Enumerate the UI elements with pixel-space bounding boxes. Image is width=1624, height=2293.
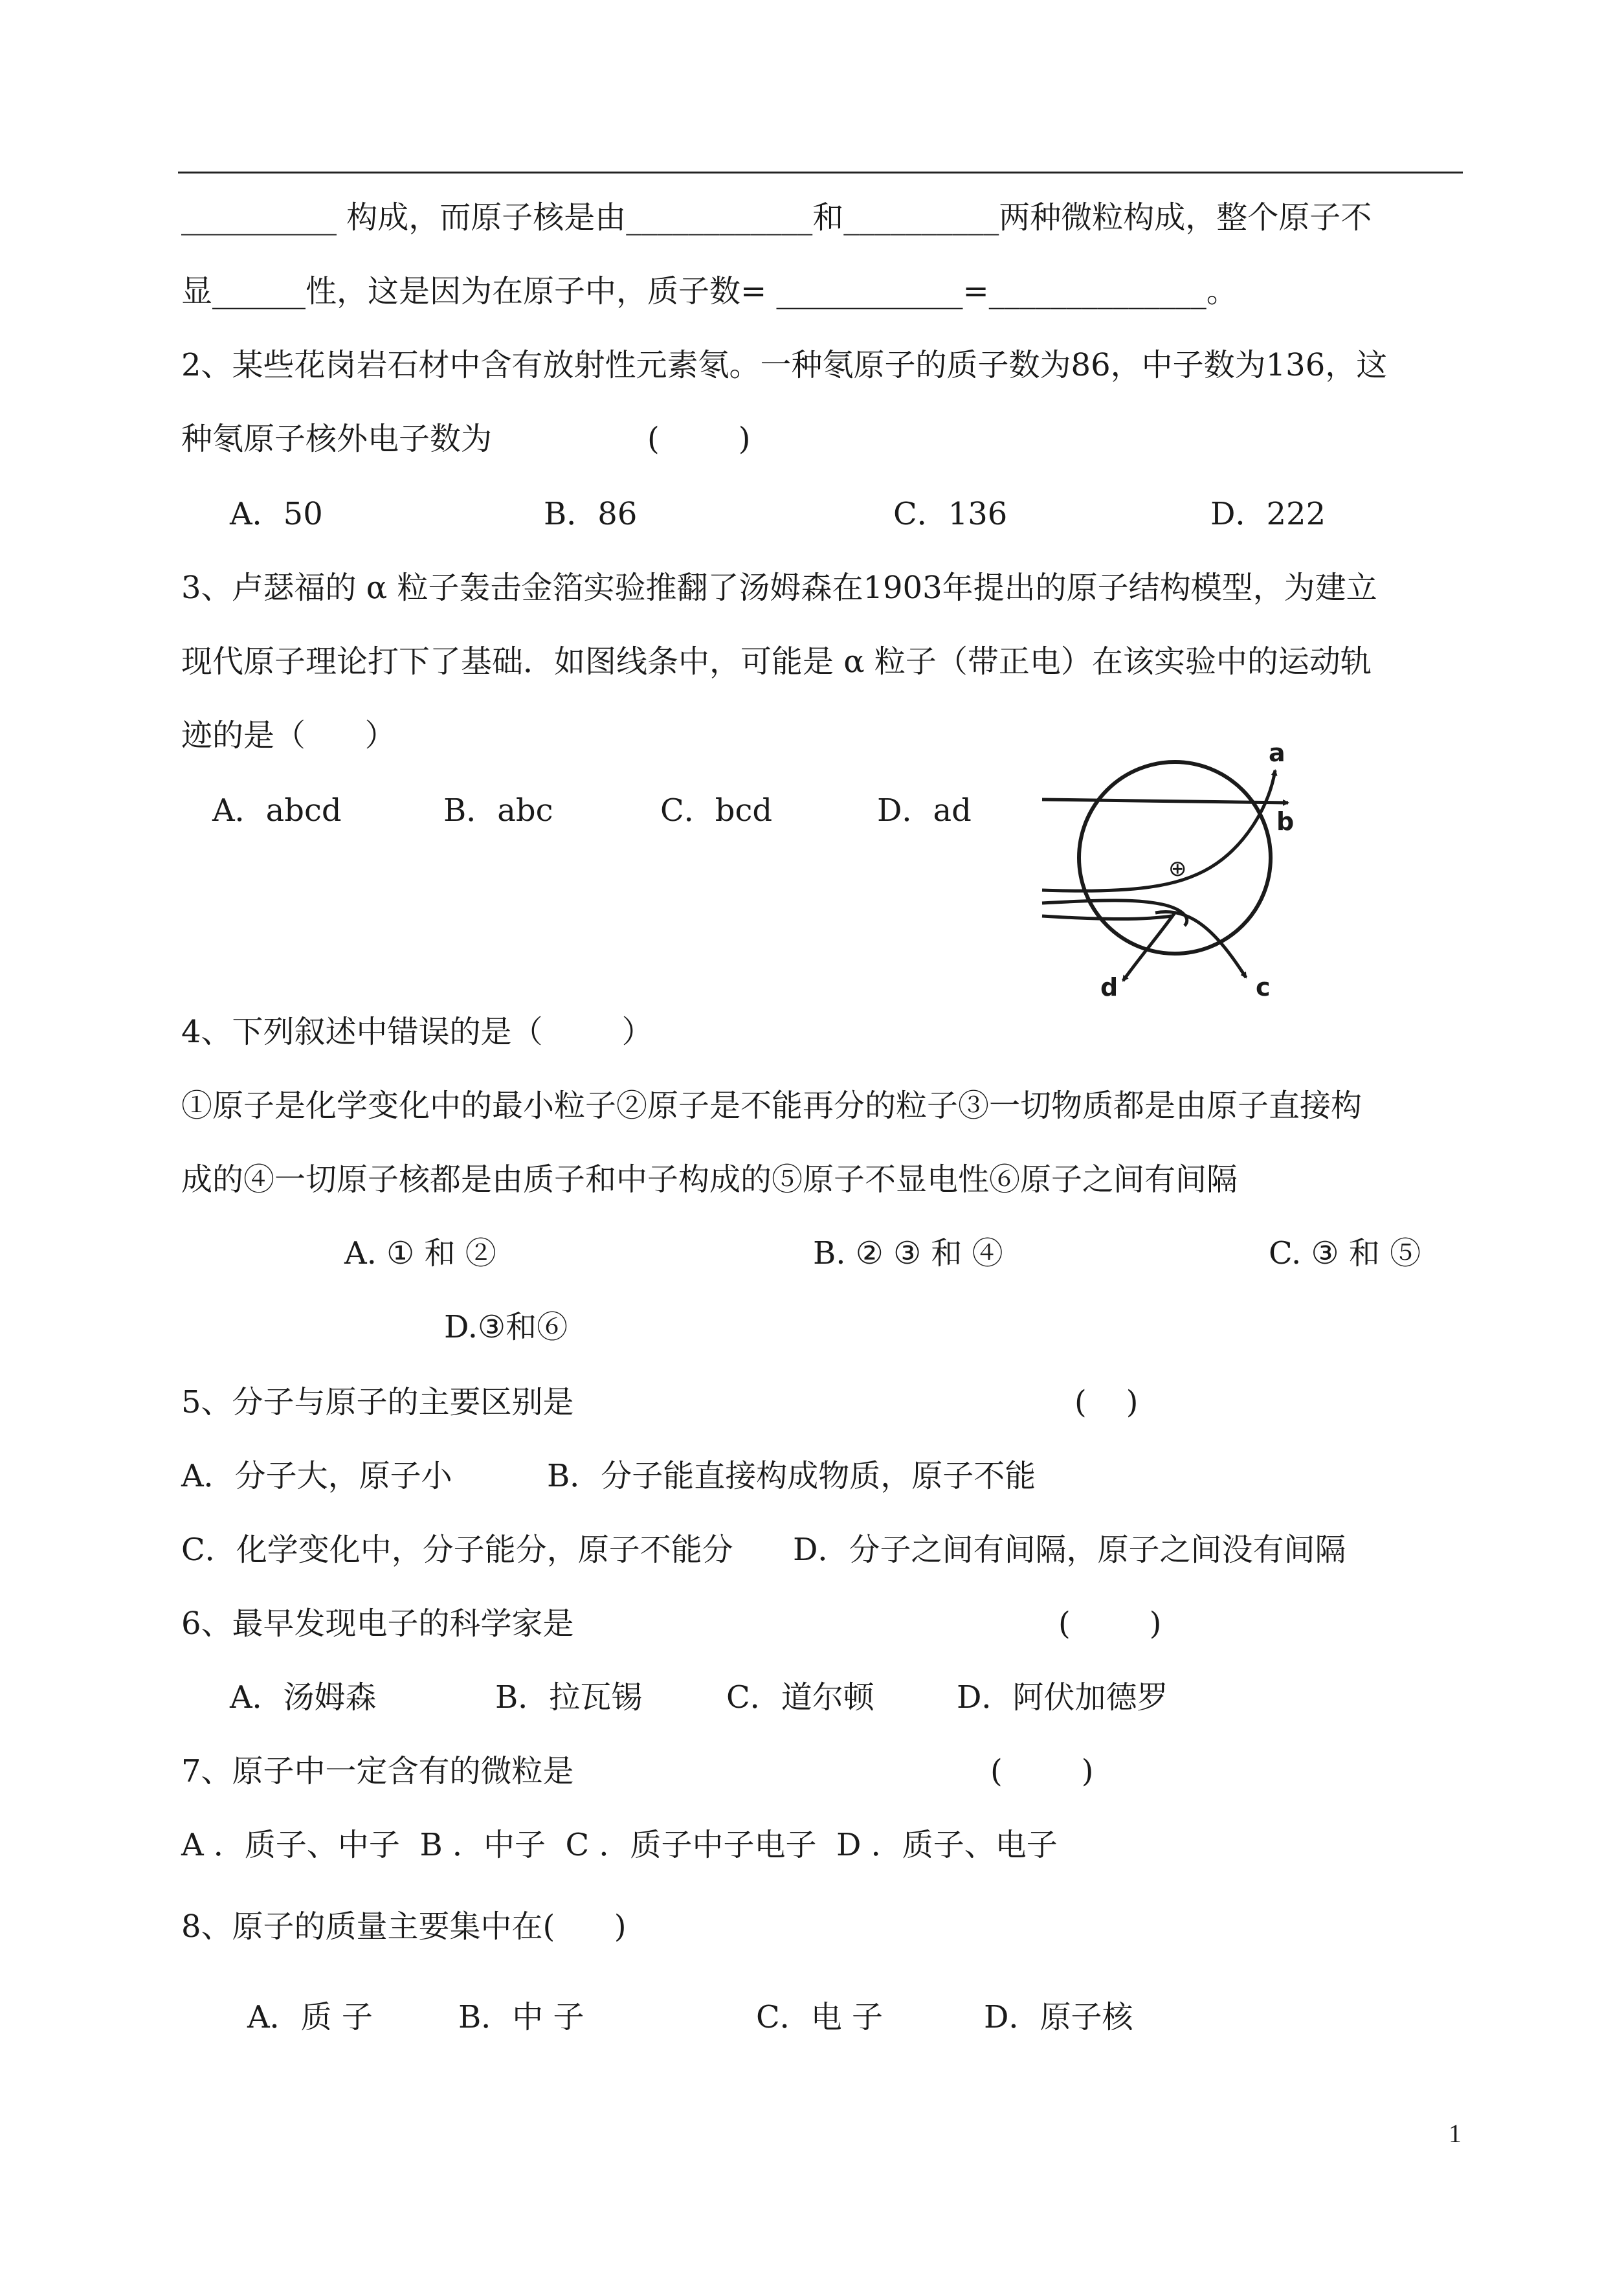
q4-option-c: C. ③ 和 ⑤ <box>1269 1235 1421 1271</box>
q8-option-c: C．电 子 <box>756 1999 883 2035</box>
q5-option-a: A．分子大，原子小 <box>181 1458 452 1494</box>
q5-option-b: B．分子能直接构成物质，原子不能 <box>547 1458 1036 1494</box>
q2-option-c: C．136 <box>893 496 1008 532</box>
q5-option-d: D．分子之间有间隔，原子之间没有间隔 <box>793 1532 1346 1568</box>
q7-stem: 7、原子中一定含有的微粒是 <box>181 1753 574 1789</box>
alpha-scattering-diagram <box>1029 738 1301 1003</box>
q8-option-a: A．质 子 <box>247 1999 373 2035</box>
q8-option-d: D．原子核 <box>984 1999 1133 2035</box>
page-number: 1 <box>1449 2119 1462 2148</box>
q3-option-d: D．ad <box>877 792 972 829</box>
q6-option-c: C．道尔顿 <box>726 1679 874 1716</box>
q8-stem: 8、原子的质量主要集中在( ) <box>181 1908 627 1945</box>
q5-option-c: C．化学变化中，分子能分，原子不能分 <box>181 1532 733 1568</box>
q2-option-a: A．50 <box>230 496 323 532</box>
q2-option-b: B．86 <box>544 496 638 532</box>
q3-stem-line-2: 现代原子理论打下了基础．如图线条中，可能是 α 粒子（带正电）在该实验中的运动轨 <box>181 643 1372 680</box>
label-a: a <box>1269 739 1285 767</box>
q4-option-d: D.③和⑥ <box>444 1309 568 1345</box>
q3-stem-line-1: 3、卢瑟福的 α 粒子轰击金箔实验推翻了汤姆森在1903年提出的原子结构模型，为建立 <box>181 570 1377 606</box>
q6-option-a: A．汤姆森 <box>230 1679 377 1716</box>
q3-option-b: B．abc <box>443 792 553 829</box>
q4-stem-line-1: 4、下列叙述中错误的是（ ） <box>181 1014 653 1050</box>
q5-answer-paren: ( ) <box>1074 1384 1139 1420</box>
q3-option-a: A．abcd <box>212 792 342 829</box>
header-rule <box>178 172 1463 173</box>
q5-stem: 5、分子与原子的主要区别是 <box>181 1384 574 1420</box>
fill-in-line-2: 显______性，这是因为在原子中，质子数= ____________=______________。 <box>181 273 1238 309</box>
q6-option-d: D．阿伏加德罗 <box>957 1679 1168 1716</box>
q2-stem-line-1: 2、某些花岗岩石材中含有放射性元素氡。一种氡原子的质子数为86，中子数为136，这 <box>181 347 1388 383</box>
q4-stem-line-3: 成的④一切原子核都是由质子和中子构成的⑤原子不显电性⑥原子之间有间隔 <box>181 1161 1238 1198</box>
q2-answer-paren: ( ) <box>647 421 751 457</box>
q3-stem-line-3: 迹的是（ ） <box>181 717 396 754</box>
q7-answer-paren: ( ) <box>990 1753 1094 1789</box>
label-b: b <box>1276 807 1295 836</box>
q3-option-c: C．bcd <box>660 792 773 829</box>
q6-option-b: B．拉瓦锡 <box>495 1679 643 1716</box>
fill-in-line-1: __________ 构成，而原子核是由____________和__________两种微粒构成，整个原子不 <box>181 199 1372 236</box>
track-d <box>1123 913 1175 981</box>
label-c: c <box>1256 973 1271 1001</box>
q8-option-b: B．中 子 <box>458 1999 584 2035</box>
q4-option-b: B. ② ③ 和 ④ <box>813 1235 1003 1271</box>
q7-options: A ．质子、中子 B ．中子 C ．质子中子电子 D ．质子、电子 <box>181 1827 1058 1863</box>
q2-option-d: D．222 <box>1210 496 1326 532</box>
q6-stem: 6、最早发现电子的科学家是 <box>181 1605 574 1642</box>
track-incoming-2 <box>1042 916 1172 919</box>
label-d: d <box>1100 973 1118 1001</box>
q4-stem-line-2: ①原子是化学变化中的最小粒子②原子是不能再分的粒子③一切物质都是由原子直接构 <box>181 1088 1363 1124</box>
q2-stem-line-2: 种氡原子核外电子数为 <box>181 421 493 457</box>
nucleus-label: ⊕ <box>1168 856 1187 882</box>
q6-answer-paren: ( ) <box>1058 1605 1162 1642</box>
q4-option-a: A. ① 和 ② <box>344 1235 496 1271</box>
